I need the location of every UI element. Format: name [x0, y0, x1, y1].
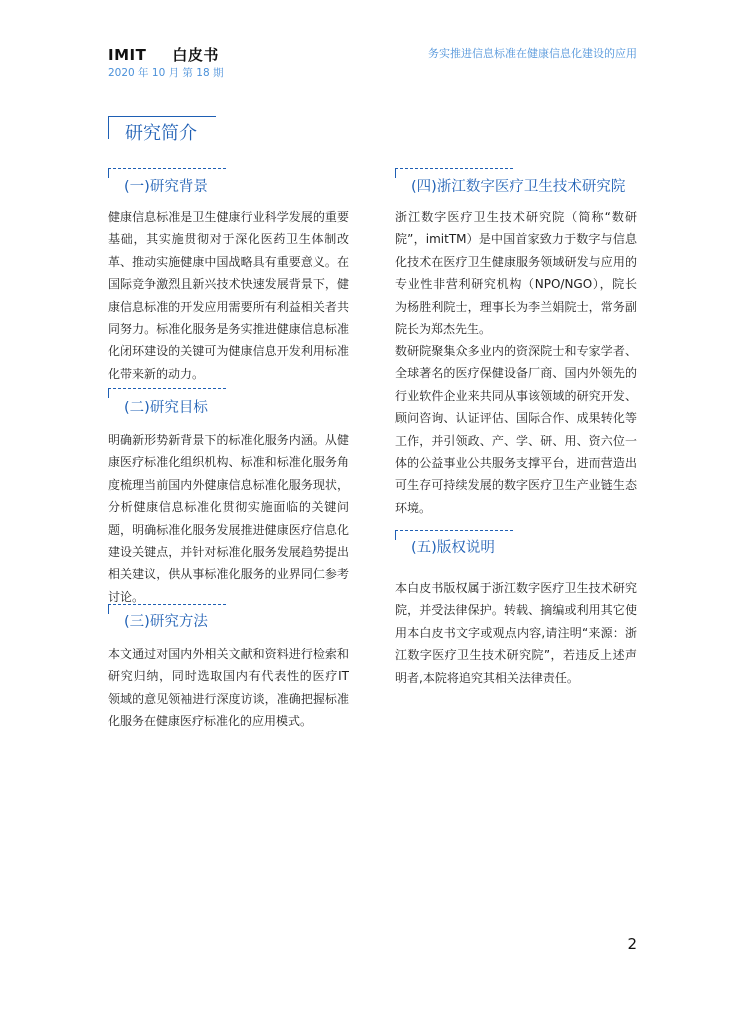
section-tick: [395, 169, 396, 178]
section-title-institute: (四)浙江数字医疗卫生技术研究院: [411, 179, 626, 195]
section-title-background: (一)研究背景: [124, 179, 208, 195]
section-title-methods: (三)研究方法: [124, 614, 208, 630]
issue-date: 2020 年 10 月 第 18 期: [108, 67, 224, 79]
section-rule: [108, 604, 226, 605]
section-methods-paragraph: 本文通过对国内外相关文献和资料进行检索和研究归纳，同时选取国内有代表性的医疗IT 领域的意见领袖进行深度访谈，准确把握标准化服务在健康医疗标准化的应用模式。: [108, 647, 349, 729]
section-title-copyright: (五)版权说明: [411, 540, 495, 556]
section-institute-paragraph-1: 浙江数字医疗卫生技术研究院（简称“数研院”，imitTM）是中国首家致力于数字与信息化技术在医疗卫生健康服务领域研发与应用的专业性非营利研究机构（NPO/NGO），院长为杨胜利院士，理事长为李兰娟院士，常务副院长为郑杰先生。: [395, 210, 637, 337]
title-rule: [108, 116, 216, 117]
title-tick: [108, 117, 109, 139]
section-institute-paragraph-2: 数研院聚集众多业内的资深院士和专家学者、全球著名的医疗保健设备厂商、国内外领先的行业软件企业来共同从事该领域的研究开发、顾问咨询、认证评估、国际合作、成果转化等工作，并引领政、产、学、研、用、资六位一体的公益事业公共服务支撑平台，进而营造出可生存可持续发展的数字医疗卫生产业链生态环境。: [395, 344, 637, 515]
section-copyright-paragraph: 本白皮书版权属于浙江数字医疗卫生技术研究院，并受法律保护。转载、摘编或利用其它使用本白皮书文字或观点内容,请注明“来源：浙江数字医疗卫生技术研究院”，若违反上述声明者,本院将追究其相关法律责任。: [395, 581, 637, 685]
section-tick: [108, 389, 109, 398]
brand-name: IMIT: [108, 46, 147, 64]
section-title-goals: (二)研究目标: [124, 400, 208, 416]
section-background-paragraph: 健康信息标准是卫生健康行业科学发展的重要基础，其实施贯彻对于深化医药卫生体制改革、推动实施健康中国战略具有重要意义。在国际竞争激烈且新兴技术快速发展背景下，健康信息标准的开发应用需要所有利益相关者共同努力。标准化服务是务实推进健康信息标准化闭环建设的关键可为健康信息开发利用标准化带来新的动力。: [108, 210, 349, 381]
section-rule: [395, 168, 513, 169]
brand-suffix: 白皮书: [172, 46, 219, 64]
section-tick: [108, 169, 109, 178]
page-number: 2: [627, 935, 637, 953]
section-tick: [108, 605, 109, 614]
section-rule: [108, 388, 226, 389]
section-rule: [395, 530, 513, 531]
section-goals-paragraph: 明确新形势新背景下的标准化服务内涵。从健康医疗标准化组织机构、标准和标准化服务角度梳理当前国内外健康信息标准化服务现状，分析健康信息标准化贯彻实施面临的关键问题，明确标准化服务发展推进健康医疗信息化建设关键点，并针对标准化服务发展趋势提出相关建议，供从事标准化服务的业界同仁参考讨论。: [108, 433, 349, 604]
header-brand: [108, 44, 219, 65]
section-rule: [108, 168, 226, 169]
document-title: 务实推进信息标准在健康信息化建设的应用: [428, 47, 637, 60]
section-tick: [395, 531, 396, 540]
page-title: 研究简介: [125, 123, 197, 144]
